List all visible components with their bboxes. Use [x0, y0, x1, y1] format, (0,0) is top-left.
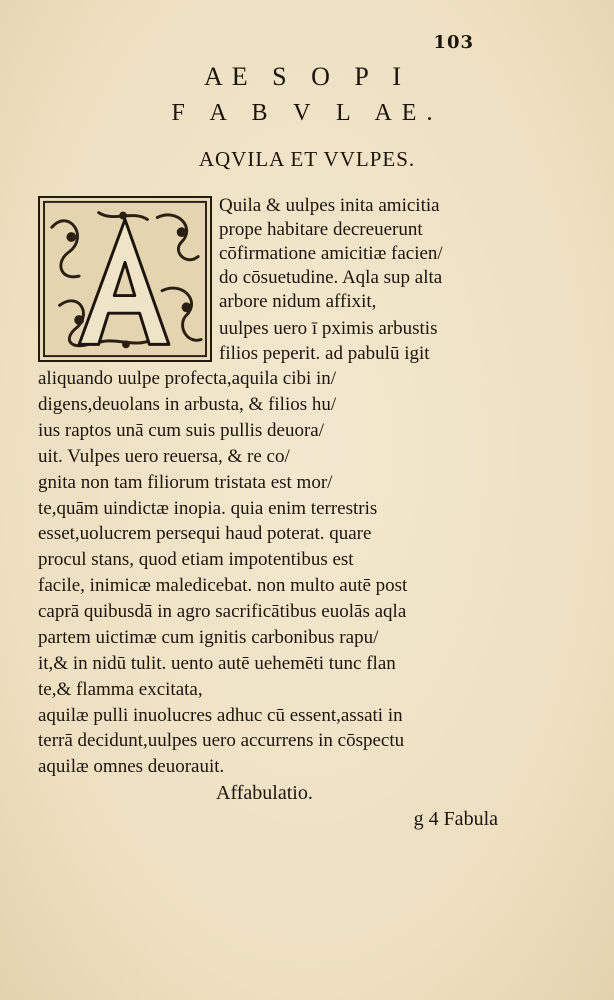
text-line: partem uictimæ cum ignitis carbonibus rapu/ — [38, 627, 379, 648]
text-line: facile, inimicæ maledicebat. non multo autē post — [38, 575, 408, 596]
text-line: it,& in nidū tulit. uento autē uehemēti tunc flan — [38, 653, 396, 674]
fable-title: AQVILA ET VVLPES. — [198, 147, 416, 171]
text-line: prope habitare decreuerunt — [219, 219, 423, 240]
text-line: filios peperit. ad pabulū igit — [219, 343, 430, 364]
text-line: procul stans, quod etiam impotentibus est — [38, 549, 354, 570]
text-line: aquilæ pulli inuolucres adhuc cū essent,assati in — [38, 705, 403, 726]
text-line: arbore nidum affixit, — [219, 291, 377, 312]
text-line: digens,deuolans in arbusta, & filios hu/ — [38, 394, 337, 415]
text-line: aliquando uulpe profecta,aquila cibi in/ — [38, 368, 337, 389]
moral-heading: Affabulatio. — [216, 782, 313, 804]
text-line: te,quām uindictæ inopia. quia enim terrestris — [38, 498, 378, 519]
text-line: esset,uolucrem persequi haud poterat. quare — [38, 523, 372, 544]
text-line: do cōsuetudine. Aqla sup alta — [219, 267, 443, 288]
text-line: te,& flamma excitata, — [38, 679, 203, 700]
decorated-initial-a-icon — [38, 196, 212, 362]
text-line: terrā decidunt,uulpes uero accurrens in cōspectu — [38, 730, 405, 751]
book-title-line2: F A B V L AE. — [171, 100, 443, 126]
text-line: uit. Vulpes uero reuersa, & re co/ — [38, 446, 290, 467]
text-line: uulpes uero ī pximis arbustis — [219, 318, 438, 339]
catchword: g 4 Fabula — [413, 808, 498, 830]
text-line: Quila & uulpes inita amicitia — [219, 195, 440, 216]
book-title-line1: AE S O P I — [203, 62, 411, 91]
text-line: cōfirmatione amicitiæ facien/ — [219, 243, 443, 264]
text-line: aquilæ omnes deuorauit. — [38, 756, 225, 777]
text-line: gnita non tam filiorum tristata est mor/ — [38, 472, 333, 493]
text-line: ius raptos unā cum suis pullis deuora/ — [38, 420, 325, 441]
text-line: caprā quibusdā in agro sacrificātibus euolās aqla — [38, 601, 407, 622]
page-number: 103 — [433, 32, 474, 53]
